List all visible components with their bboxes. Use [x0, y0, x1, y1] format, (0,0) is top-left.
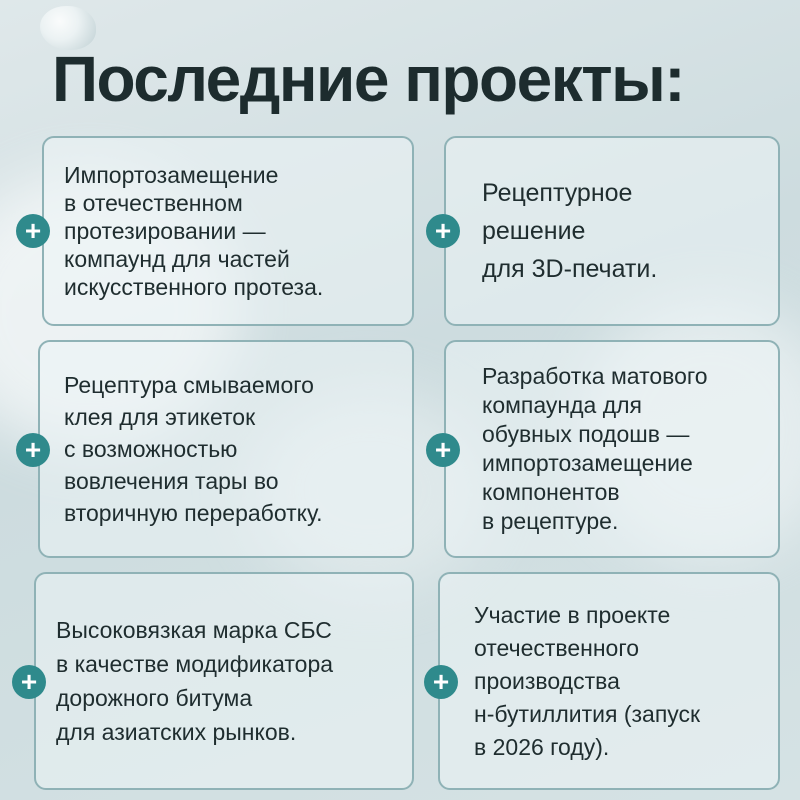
plus-icon: + — [426, 214, 460, 248]
project-card — [34, 572, 414, 790]
project-card-text: Рецептура смываемого клея для этикеток с возможностью вовлечения тары во вторичную переработку. — [64, 372, 323, 526]
project-card — [38, 340, 414, 558]
page-title: Последние проекты: — [52, 43, 685, 115]
project-card-text: Импортозамещение в отечественном протезировании — компаунд для частей искусственного протеза. — [64, 162, 324, 300]
plus-icon: + — [16, 433, 50, 467]
project-card — [444, 340, 780, 558]
plus-icon: + — [16, 214, 50, 248]
project-card — [42, 136, 414, 326]
project-card-text: Рецептурное решение для 3D-печати. — [482, 179, 658, 283]
project-card — [438, 572, 780, 790]
project-card-text: Высоковязкая марка СБС в качестве модификатора дорожного битума для азиатских рынков. — [56, 617, 334, 745]
plus-icon: + — [12, 665, 46, 699]
project-card — [444, 136, 780, 326]
project-card-text: Разработка матового компаунда для обувных подошв — импортозамещение компонентов в рецептуре. — [482, 363, 708, 534]
project-card-text: Участие в проекте отечественного производства н-бутиллития (запуск в 2026 году). — [474, 601, 701, 760]
plus-icon: + — [424, 665, 458, 699]
plus-icon: + — [426, 433, 460, 467]
